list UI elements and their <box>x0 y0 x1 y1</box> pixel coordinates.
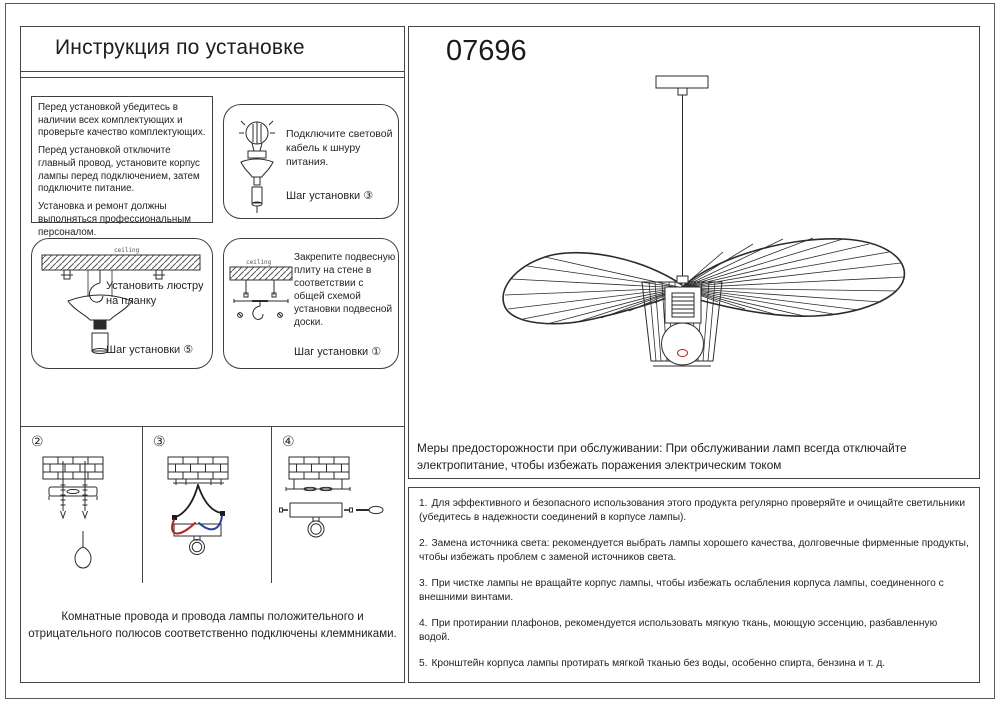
pendant-lamp-drawing <box>431 61 961 391</box>
instruction-area <box>21 78 404 426</box>
diagram-cell-3 <box>143 427 272 583</box>
instruction-paragraph: Перед установкой отключите главный провод, установите корпус лампы перед подключением, затем подключите питание. <box>38 145 200 195</box>
canopy-screwdriver-diagram <box>272 427 403 583</box>
step-label: Шаг установки ⑤ <box>106 344 194 356</box>
model-number: 07696 <box>446 35 527 67</box>
socket-and-bulb <box>662 287 704 365</box>
step-label: Шаг установки ① <box>294 346 382 358</box>
instruction-text: Установить люстру на планку <box>106 280 204 307</box>
wall-screws-diagram <box>21 427 143 583</box>
diagram-cell-2 <box>21 427 143 583</box>
instruction-text: Подключите световой кабель к шнуру питания. <box>286 128 393 169</box>
instruction-box-connect-cable <box>223 104 399 219</box>
ceiling-label: ceiling <box>246 259 272 266</box>
list-item: 4. При протирании плафонов, рекомендуется использовать мягкую ткань, моющую эссенцию, разбавленную водой. <box>419 617 938 644</box>
instruction-paragraph: Установка и ремонт должны выполняться профессиональным персоналом. <box>38 201 192 238</box>
instruction-box-mount-chandelier <box>31 238 213 369</box>
diagram-number: ③ <box>153 433 166 449</box>
maintenance-warning: Меры предосторожности при обслуживании: При обслуживании ламп всегда отключайте электропитание, чтобы избежать поражения электрическим током <box>417 441 907 473</box>
diagram-number: ② <box>31 433 44 449</box>
wiring-diagram <box>143 427 272 583</box>
diagram-cell-4 <box>272 427 403 583</box>
list-item: 2. Замена источника света: рекомендуется выбрать лампы хорошего качества, долговечные фирменные продукты, чтобы избежать проблем с заменой источников света. <box>419 537 969 564</box>
list-item: 3. При чистке лампы не вращайте корпус лампы, чтобы избежать ослабления корпуса лампы, соединенного с внешними винтами. <box>419 577 944 604</box>
list-item: 1. Для эффективного и безопасного использования этого продукта регулярно проверяйте и очищайте светильники (убедитесь в надежности соединений в корпусе лампы). <box>419 498 966 524</box>
diagram-number: ④ <box>282 433 295 449</box>
neutral-wire <box>199 516 222 529</box>
instruction-box-general <box>31 96 213 238</box>
page-title: Инструкция по установке <box>55 36 305 59</box>
wire-connector-icon <box>228 113 286 215</box>
instruction-paragraph: Перед установкой убедитесь в наличии всех комплектующих и проверьте качество комплектующих. <box>38 102 206 139</box>
ceiling-label: ceiling <box>114 247 140 254</box>
instruction-text: Закрепите подвесную плиту на стене в соответствии с общей схемой установки подвесной доски. <box>294 252 396 328</box>
care-instructions-box <box>408 487 980 683</box>
step-label: Шаг установки ③ <box>286 190 374 202</box>
left-panel <box>20 26 405 683</box>
wiring-note <box>21 609 404 642</box>
instruction-box-fix-plate <box>223 238 399 369</box>
wiring-note-text: Комнатные провода и провода лампы положительного и отрицательного полюсов соответственно подключены клеммниками. <box>28 611 397 640</box>
diagram-row <box>21 426 404 582</box>
title-row <box>21 27 404 72</box>
product-drawing-box <box>408 26 980 479</box>
live-wire <box>172 520 195 533</box>
list-item: 5. Кронштейн корпуса лампы протирать мягкой тканью без воды, особенно спирта, бензина и т. д. <box>419 657 886 669</box>
hat-spokes <box>505 238 904 324</box>
ceiling-bracket-icon <box>226 253 298 375</box>
